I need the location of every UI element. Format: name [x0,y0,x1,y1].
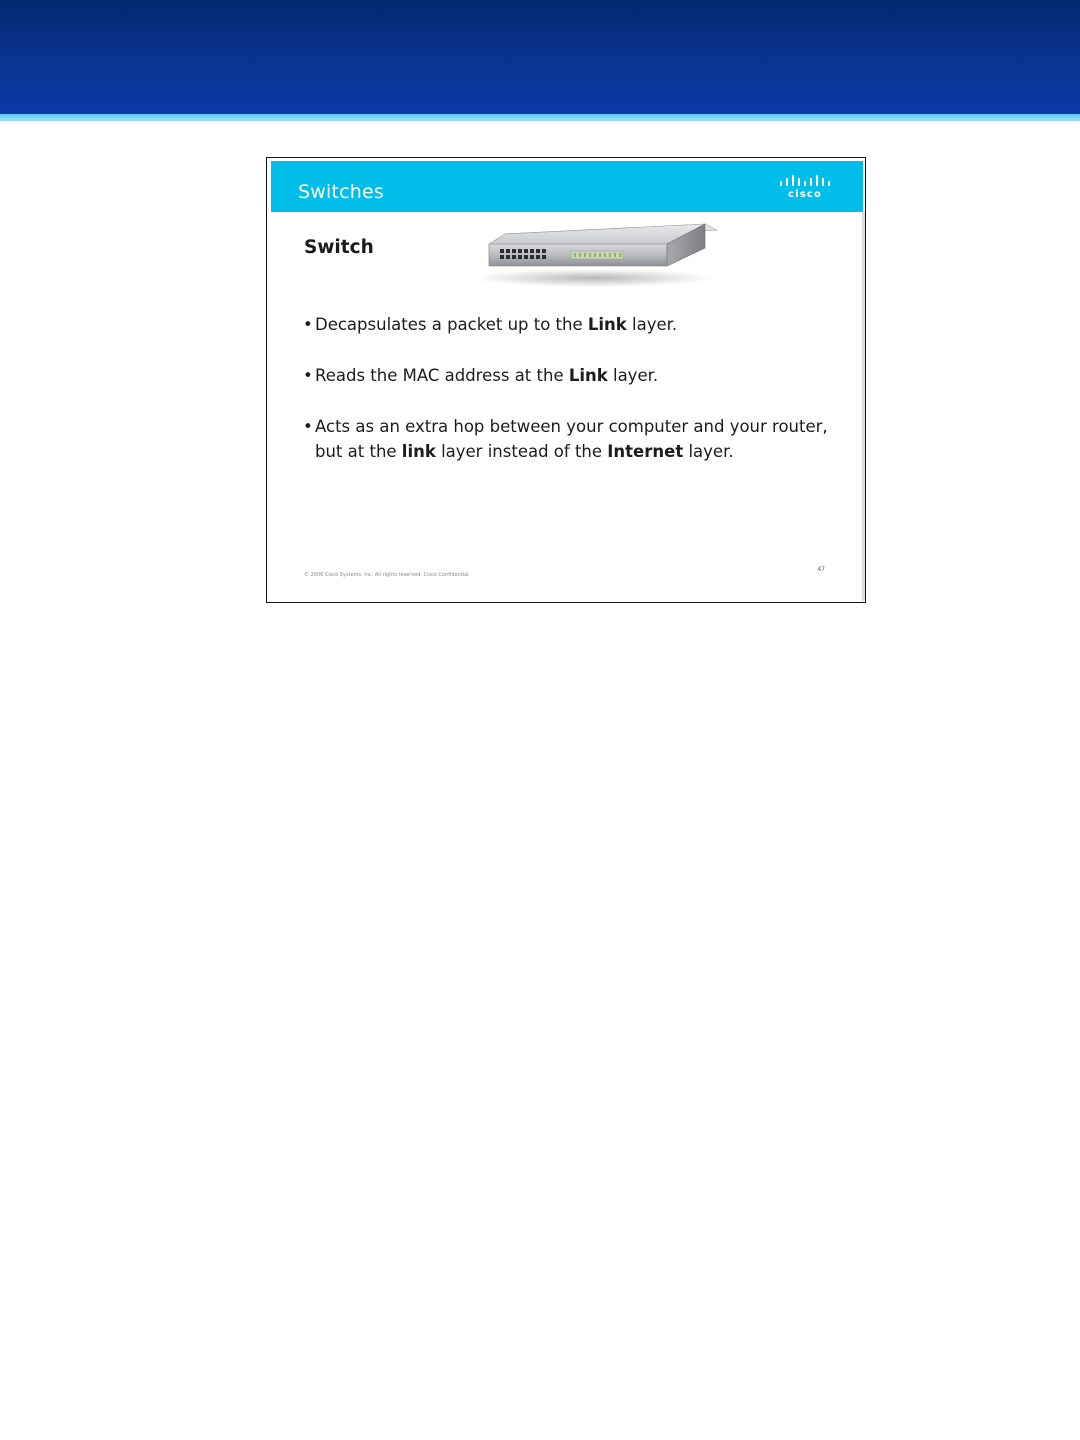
slide-page-number: 47 [817,566,825,573]
bullet-item [303,414,843,464]
bullet-emphasis: link [401,442,436,461]
bullet-marker: • [303,417,313,436]
cisco-wordmark: cisco [787,189,823,200]
slide-heading: Switch [304,237,374,258]
bullet-text: Reads the MAC address at the [315,366,569,385]
bullet-text: Decapsulates a packet up to the [315,315,588,334]
bullet-text: Acts as an extra hop between your computer and your router, but at the [315,417,828,461]
bullet-item [303,363,843,388]
cisco-bars-icon [777,173,833,189]
slide-thumbnail [266,157,866,603]
bullet-emphasis: Link [568,366,608,385]
bullet-text: layer instead of the [435,442,608,461]
bullet-item [303,312,843,337]
bullet-list [303,312,843,490]
header-banner [0,0,1080,114]
cisco-logo-icon [777,173,833,203]
bullet-text: layer. [683,442,734,461]
slide-title: Switches [298,181,385,203]
bullet-text: layer. [607,366,659,385]
bullet-text: layer. [626,315,678,334]
bullet-emphasis: Link [587,315,627,334]
slide-edge-rule [862,212,865,601]
header-stripe [0,114,1080,121]
bullet-marker: • [303,315,313,334]
slide-title-bar [271,161,863,212]
slide-footer: © 2006 Cisco Systems, Inc. All rights reserved. Cisco Confidential [304,572,469,578]
bullet-marker: • [303,366,313,385]
bullet-emphasis: Internet [607,442,684,461]
network-switch-image [475,220,721,290]
